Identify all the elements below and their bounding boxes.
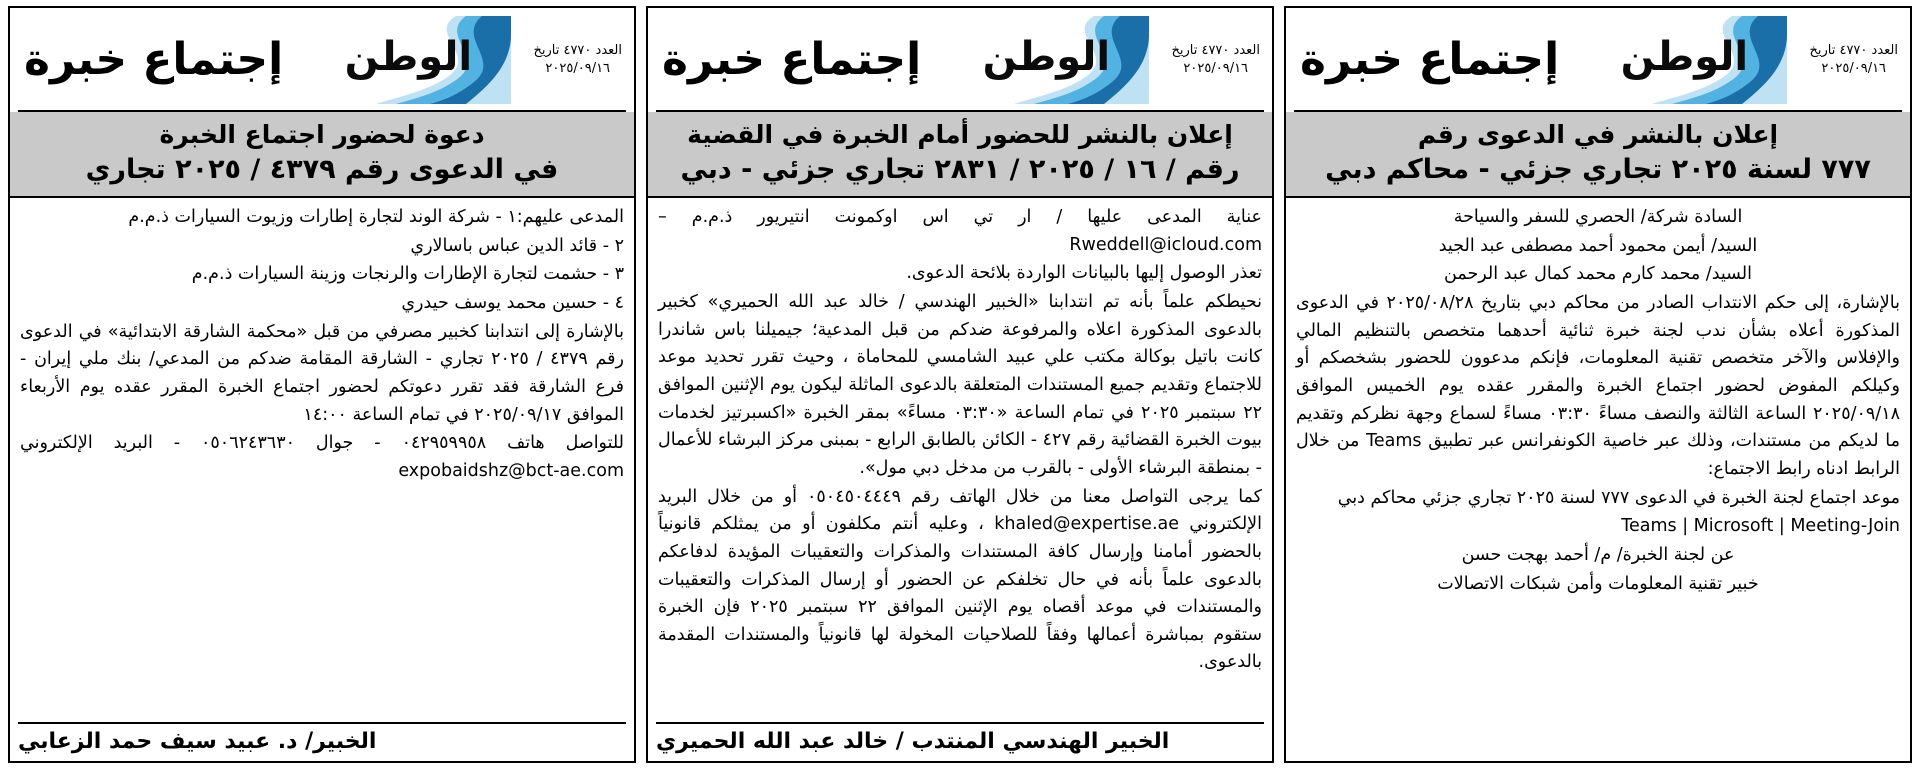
body-paragraph: المدعى عليهم:١ - شركة الوند لتجارة إطارات وزيوت السيارات ذ.م.م xyxy=(128,207,624,228)
headline-line-1: دعوة لحضور اجتماع الخبرة xyxy=(159,120,485,149)
signatory-name: الخبير/ د. عبيد سيف حمد الزعابي xyxy=(18,729,377,755)
headline-line-2: رقم / ١٦ / ٢٠٢٥ / ٢٨٣١ تجاري جزئي - دبي xyxy=(680,153,1240,185)
ad-block-right xyxy=(1284,6,1912,763)
headline-line-2: في الدعوى رقم ٤٣٧٩ / ٢٠٢٥ تجاري xyxy=(85,153,559,185)
logo-text: الوطن xyxy=(1620,34,1749,80)
body-paragraph: ٣ - حشمت لتجارة الإطارات والرنجات وزينة السيارات ذ.م.م xyxy=(191,264,624,285)
signatory-title: خبير تقنية المعلومات وأمن شبكات الاتصالات xyxy=(1437,573,1759,594)
body-paragraph: ٢ - قائد الدين عباس باسالاري xyxy=(410,235,624,256)
body-paragraph: كما يرجى التواصل معنا من خلال الهاتف رقم ٠٥٠٤٥٠٤٤٤٩ أو من خلال البريد الإلكتروني khaled@expertise.ae ، وعليه أنتم مكلفون أو من يمثلكم قانونياً بالحضور أمامنا وإرسال كافة المستندات والمذكرات والتعقيبات المؤيدة لدفاعكم بالدعوى علماً بأنه في حال تخلفكم عن الحضور أو إرسال المذكرات والتعقيبات والمستندات في موعد أقصاه يوم الإثنين الموافق ٢٢ سبتمبر ٢٠٢٥ فإن الخبرة ستقوم بمباشرة أعمالها وفقاً للصلاحيات المخولة لها قانونياً والمستندات المقدمة بالدعوى. xyxy=(658,486,1263,673)
body-paragraph: السيد/ محمد كارم محمد كمال عبد الرحمن xyxy=(1444,264,1752,285)
ad-signature xyxy=(656,722,1264,757)
meeting-link[interactable]: Teams | Microsoft | Meeting-Join xyxy=(1621,516,1900,537)
masthead-title: إجتماع خبرة xyxy=(24,34,284,85)
body-paragraph: ٤ - حسين محمد يوسف حيدري xyxy=(401,293,624,314)
masthead xyxy=(1294,14,1902,112)
headline-line-2: ٧٧٧ لسنة ٢٠٢٥ تجاري جزئي - محاكم دبي xyxy=(1325,153,1871,185)
masthead-title: إجتماع خبرة xyxy=(1300,34,1560,85)
issue-line-2: ٢٠٢٥/٠٩/١٦ xyxy=(1821,61,1887,76)
alwatan-logo xyxy=(1582,16,1787,104)
alwatan-logo xyxy=(944,16,1149,104)
signatory-name: عن لجنة الخبرة/ م/ أحمد بهجت حسن xyxy=(1461,544,1735,565)
headline-line-1: إعلان بالنشر للحضور أمام الخبرة في القضية xyxy=(687,120,1233,149)
issue-line-1: العدد ٤٧٧٠ تاريخ xyxy=(1809,43,1898,59)
headline-band xyxy=(1286,112,1910,198)
issue-line-2: ٢٠٢٥/٠٩/١٦ xyxy=(1183,61,1249,76)
issue-info xyxy=(1171,42,1264,77)
headline-line-1: إعلان بالنشر في الدعوى رقم xyxy=(1417,120,1779,149)
issue-info xyxy=(533,42,626,77)
logo-text: الوطن xyxy=(344,34,473,80)
masthead xyxy=(656,14,1264,112)
ad-body xyxy=(656,204,1264,722)
masthead xyxy=(18,14,626,112)
signatory-name: الخبير الهندسي المنتدب / خالد عبد الله الحميري xyxy=(656,729,1170,755)
issue-line-1: العدد ٤٧٧٠ تاريخ xyxy=(533,43,622,59)
logo-text: الوطن xyxy=(982,34,1111,80)
body-paragraph: موعد اجتماع لجنة الخبرة في الدعوى ٧٧٧ لسنة ٢٠٢٥ تجاري جزئي محاكم دبي xyxy=(1337,487,1900,508)
ad-block-middle xyxy=(646,6,1274,763)
body-paragraph: بالإشارة، إلى حكم الانتداب الصادر من محاكم دبي بتاريخ ٢٠٢٥/٠٨/٢٨ في الدعوى المذكورة أعلاه بشأن ندب لجنة خبرة ثنائية أحدهما متخصص بالتنظيم المالي والإفلاس والآخر متخصص تقنية المعلومات، فإنكم مدعوون للحضور بشخصكم أو وكيلكم المفوض لحضور اجتماع الخبرة والمقرر عقده يوم الخميس الموافق ٢٠٢٥/٠٩/١٨ الساعة الثالثة والنصف مساءً ٠٣:٣٠ مساءً لسماع وجهة نظركم وتقديم ما لديكم من مستندات، وذلك عبر خاصية الكونفرانس عبر تطبيق Teams من خلال الرابط ادناه رابط الاجتماع: xyxy=(1296,293,1901,479)
masthead-title: إجتماع خبرة xyxy=(662,34,922,85)
ad-body xyxy=(1294,204,1902,757)
body-paragraph: نحيطكم علماً بأنه تم انتدابنا «الخبير الهندسي / خالد عبد الله الحميري» كخبير بالدعوى المذكورة اعلاه والمرفوعة ضدكم من قبل المدعية؛ جيميلنا باس شاندرا كانت باتيل بوكالة مكتب علي عبيد الشامسي للمحاماة ، وحيث تقرر تحديد موعد للاجتماع وتقديم جميع المستندات المتعلقة بالدعوى الماثلة ليكون يوم الإثنين الموافق ٢٢ سبتمبر ٢٠٢٥ في تمام الساعة «٠٣:٣٠ مساءً» بمقر الخبرة «اكسبرتيز لخدمات بيوت الخبرة القضائية رقم ٤٢٧ - الكائن بالطابق الرابع - بمبنى مركز البرشاء للأعمال - بمنطقة البرشاء الأولى - بالقرب من مدخل دبي مول». xyxy=(658,292,1263,478)
body-paragraph: السادة شركة/ الحصري للسفر والسياحة xyxy=(1453,207,1743,228)
body-paragraph: بالإشارة إلى انتدابنا كخبير مصرفي من قبل «محكمة الشارقة الابتدائية» في الدعوى رقم ٤٣٧٩ / ٢٠٢٥ تجاري - الشارقة المقامة ضدكم من المدعي/ بنك ملي إيران - فرع الشارقة فقد تقرر دعوتكم لحضور اجتماع الخبرة المقرر عقده يوم الأربعاء الموافق ٢٠٢٥/٠٩/١٧ في تمام الساعة ١٤:٠٠ xyxy=(20,321,624,425)
ad-block-left xyxy=(8,6,636,763)
headline-band xyxy=(10,112,634,198)
headline-band xyxy=(648,112,1272,198)
alwatan-logo xyxy=(306,16,511,104)
body-paragraph: السيد/ أيمن محمود أحمد مصطفى عبد الجيد xyxy=(1438,235,1758,256)
ad-signature xyxy=(18,722,626,757)
contact-paragraph[interactable]: للتواصل هاتف ٠٤٢٩٥٩٩٥٨ - جوال ٠٥٠٦٢٤٣٦٣٠ - البريد الإلكتروني expobaidshz@bct-ae.com xyxy=(20,433,625,481)
issue-line-2: ٢٠٢٥/٠٩/١٦ xyxy=(545,61,611,76)
body-paragraph: عناية المدعى عليها / ار تي اس اوكمونت انتيريور ذ.م.م – Rweddell@icloud.com xyxy=(658,207,1262,255)
issue-line-1: العدد ٤٧٧٠ تاريخ xyxy=(1171,43,1260,59)
ad-body xyxy=(18,204,626,722)
issue-info xyxy=(1809,42,1902,77)
body-paragraph: تعذر الوصول إليها بالبيانات الواردة بلائحة الدعوى. xyxy=(906,263,1262,284)
